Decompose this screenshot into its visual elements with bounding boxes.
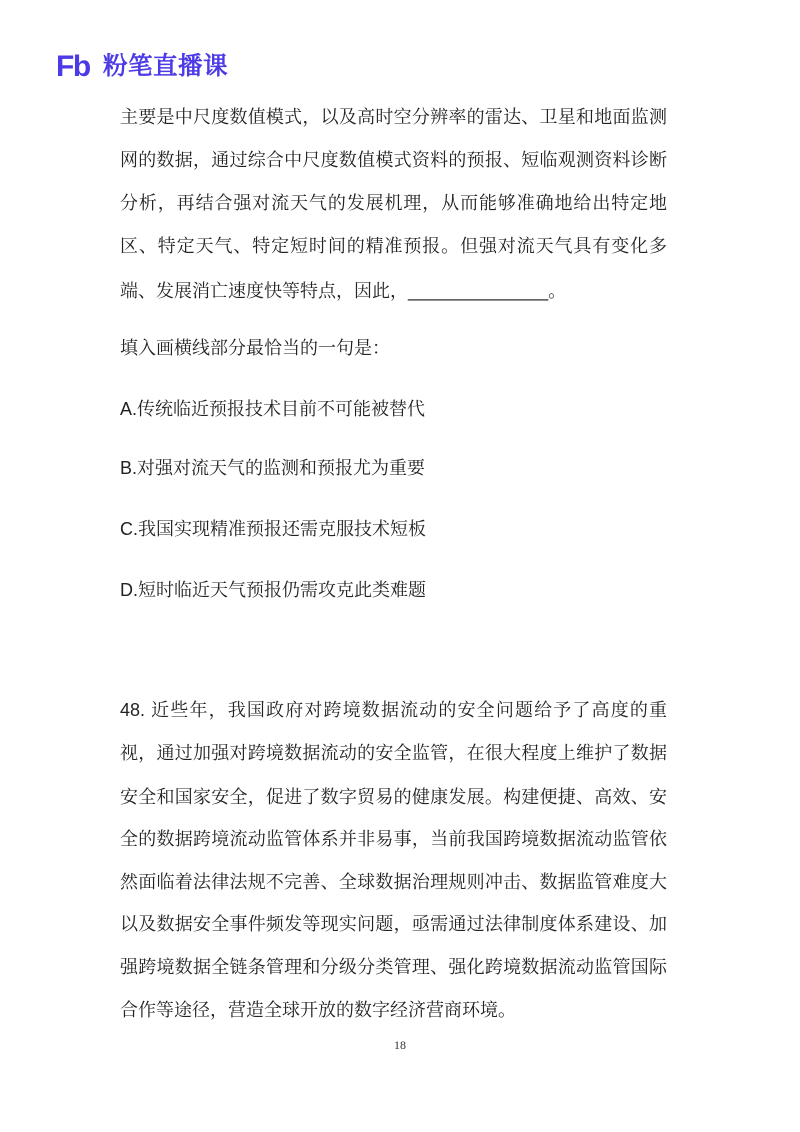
option-letter: C. xyxy=(120,519,138,539)
passage-final-text: 端、发展消亡速度快等特点，因此， xyxy=(120,281,408,301)
question-48-line: 以及数据安全事件频发等现实问题，亟需通过法律制度体系建设、加 xyxy=(120,914,667,934)
option-letter: B. xyxy=(120,458,138,478)
fill-in-blank: ______________ xyxy=(408,281,549,301)
option-d xyxy=(120,578,667,602)
option-text: 传统临近预报技术目前不可能被替代 xyxy=(137,399,426,419)
option-text: 对强对流天气的监测和预报尤为重要 xyxy=(137,458,426,478)
question-48-text: 近些年，我国政府对跨境数据流动的安全问题给予了高度的重 xyxy=(150,700,667,720)
option-letter: A. xyxy=(120,399,138,419)
question-48-line: 全的数据跨境流动监管体系并非易事，当前我国跨境数据流动监管依 xyxy=(120,829,667,849)
fenbi-logo-icon: Fb xyxy=(56,50,90,83)
question-number: 48. xyxy=(120,700,146,720)
passage-final-line xyxy=(120,279,667,303)
passage-line: 分析，再结合强对流天气的发展机理，从而能够准确地给出特定地 xyxy=(120,193,667,213)
question-48-line: 合作等途径，营造全球开放的数字经济营商环境。 xyxy=(120,1000,516,1020)
option-letter: D. xyxy=(120,580,138,600)
option-c xyxy=(120,517,667,541)
question-48-line: 然面临着法律法规不完善、全球数据治理规则冲击、数据监管难度大 xyxy=(120,872,667,892)
option-a xyxy=(120,397,667,421)
passage-line: 主要是中尺度数值模式，以及高时空分辨率的雷达、卫星和地面监测 xyxy=(120,107,667,127)
page-number: 18 xyxy=(394,1038,406,1052)
passage-line: 区、特定天气、特定短时间的精准预报。但强对流天气具有变化多 xyxy=(120,236,667,256)
option-b xyxy=(120,456,667,480)
passage-line: 网的数据，通过综合中尺度数值模式资料的预报、短临观测资料诊断 xyxy=(120,150,667,170)
passage-final-punctuation: 。 xyxy=(548,281,567,301)
question-48-line: 视，通过加强对跨境数据流动的安全监管，在很大程度上维护了数据 xyxy=(120,743,667,763)
question-48-line: 安全和国家安全，促进了数字贸易的健康发展。构建便捷、高效、安 xyxy=(120,787,667,807)
option-text: 短时临近天气预报仍需攻克此类难题 xyxy=(138,580,426,600)
question-48-line: 强跨境数据全链条管理和分级分类管理、强化跨境数据流动监管国际 xyxy=(120,957,667,977)
question-48-line xyxy=(120,698,667,722)
brand-name: 粉笔直播课 xyxy=(103,53,228,80)
option-text: 我国实现精准预报还需克服技术短板 xyxy=(138,519,426,539)
question-prompt: 填入画横线部分最恰当的一句是： xyxy=(120,338,390,358)
